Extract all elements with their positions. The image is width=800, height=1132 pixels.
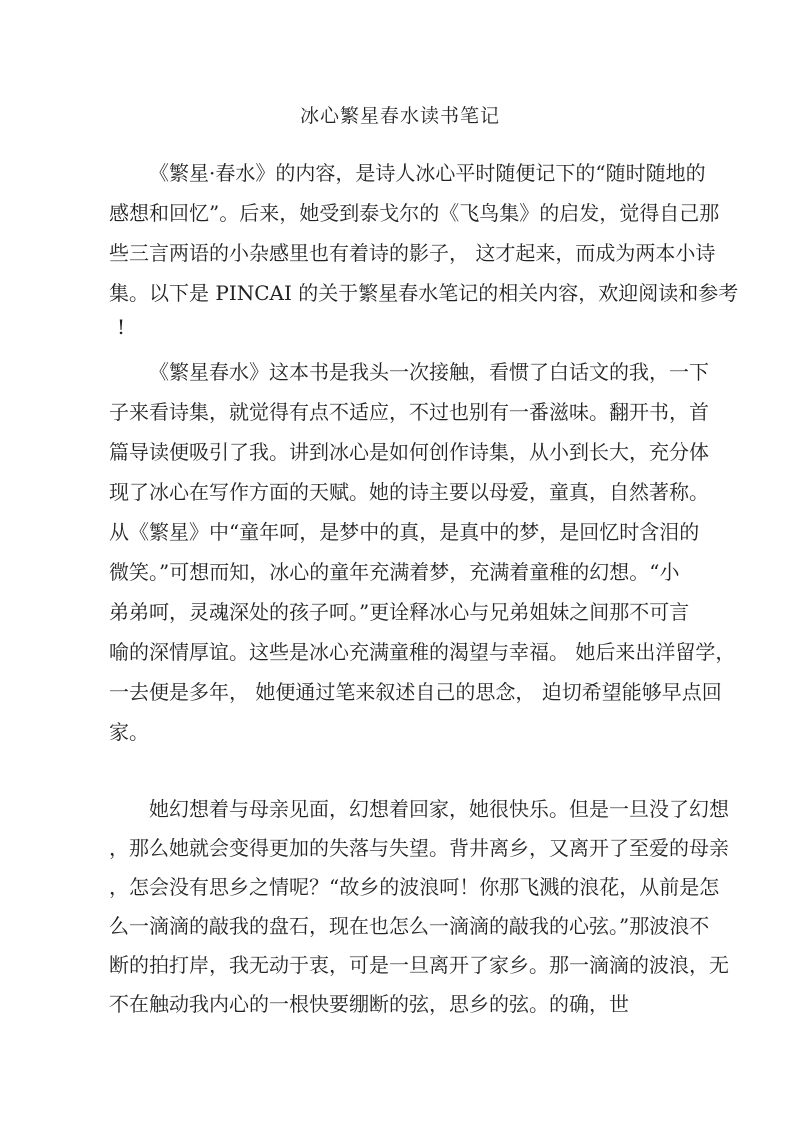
document-title: 冰心繁星春水读书笔记	[299, 105, 500, 127]
paragraph-2-line-8: 喻的深情厚谊。这些是冰心充满童稚的渴望与幸福。 她后来出洋留学，	[109, 640, 736, 664]
paragraph-3-line-6: 不在触动我内心的一根快要绷断的弦，思乡的弦。的确，世	[109, 992, 629, 1016]
paragraph-2-line-5: 从《繁星》中“童年呵，是梦中的真，是真中的梦，是回忆时含泪的	[109, 520, 700, 544]
paragraph-2-line-1: 《繁星春水》这本书是我头一次接触，看惯了白话文的我，一下	[149, 360, 709, 384]
paragraph-2-line-7: 弟弟呵，灵魂深处的孩子呵。”更诠释冰心与兄弟姐妹之间那不可言	[109, 600, 690, 624]
paragraph-3-line-4: 么一滴滴的敲我的盘石，现在也怎么一滴滴的敲我的心弦。”那波浪不	[109, 914, 710, 938]
paragraph-2-line-2: 子来看诗集，就觉得有点不适应，不过也别有一番滋味。翻开书，首	[109, 400, 709, 424]
paragraph-3-line-2: ，那么她就会变得更加的失落与失望。背井离乡，又离开了至爱的母亲	[109, 836, 729, 860]
paragraph-1-line-1: 《繁星·春水》的内容，是诗人冰心平时随便记下的“随时随地的	[149, 161, 706, 185]
paragraph-3-line-1: 她幻想着与母亲见面，幻想着回家，她很快乐。但是一旦没了幻想	[149, 797, 729, 821]
paragraph-2-line-10: 家。	[109, 720, 149, 744]
paragraph-1-line-5: !	[117, 315, 126, 339]
paragraph-3-line-5: 断的拍打岸，我无动于衷，可是一旦离开了家乡。那一滴滴的波浪，无	[109, 953, 729, 977]
paragraph-3-line-3: ，怎会没有思乡之情呢？“故乡的波浪呵！你那飞溅的浪花，从前是怎	[109, 875, 720, 899]
paragraph-2-line-4: 现了冰心在写作方面的天赋。她的诗主要以母爱，童真，自然著称。	[109, 480, 709, 504]
paragraph-2-line-9: 一去便是多年， 她便通过笔来叙述自己的思念， 迫切希望能够早点回	[109, 680, 722, 704]
paragraph-1-line-2: 感想和回忆”。后来，她受到泰戈尔的《飞鸟集》的启发，觉得自己那	[109, 201, 720, 225]
paragraph-2-line-3: 篇导读便吸引了我。讲到冰心是如何创作诗集，从小到长大，充分体	[109, 440, 709, 464]
paragraph-2-line-6: 微笑。”可想而知，冰心的童年充满着梦，充满着童稚的幻想。“小	[109, 560, 680, 584]
paragraph-1-line-3: 些三言两语的小杂感里也有着诗的影子， 这才起来，而成为两本小诗	[109, 241, 716, 265]
paragraph-1-line-4: 集。以下是 PINCAI 的关于繁星春水笔记的相关内容，欢迎阅读和参考	[109, 281, 739, 305]
